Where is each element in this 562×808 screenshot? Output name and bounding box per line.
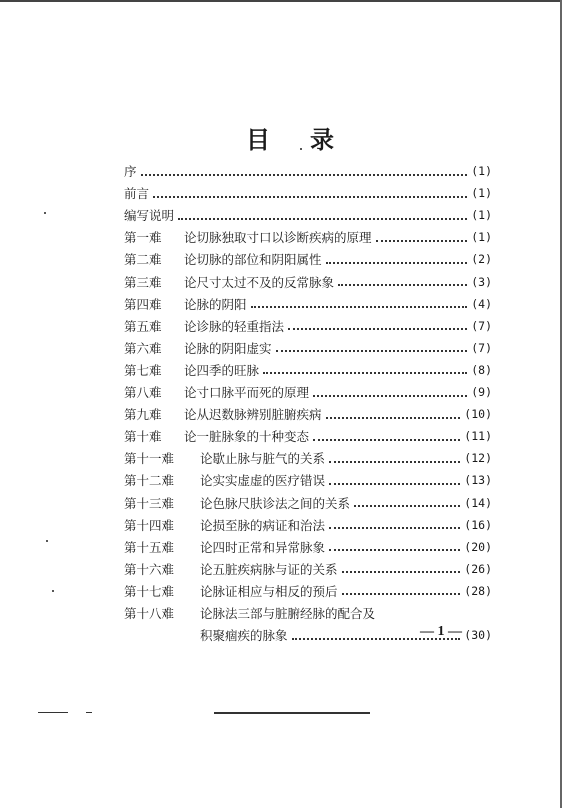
toc-entry-label: 论脉的阴阳	[184, 296, 247, 312]
scan-speck	[52, 590, 54, 592]
toc-entry-number: 第十五难	[124, 539, 175, 555]
toc-entry	[124, 226, 492, 248]
toc-entry-label: 论切脉独取寸口以诊断疾病的原理	[184, 230, 372, 246]
toc-entry-page: (8)	[471, 362, 492, 377]
leader-dots	[342, 592, 461, 595]
toc-entry-label: 论诊脉的轻重指法	[184, 318, 285, 334]
toc-entry	[124, 492, 492, 514]
toc-entry	[124, 204, 492, 226]
scan-speck	[44, 212, 46, 214]
leader-dots	[329, 482, 460, 485]
leader-dots	[338, 283, 467, 286]
toc-entry-number: 第十八难	[124, 606, 175, 621]
toc-entry-page: (13)	[464, 473, 492, 488]
toc-entry	[124, 602, 492, 624]
toc-entry-number: 第九难	[124, 407, 162, 423]
toc-entry-label: 论四时正常和异常脉象	[200, 539, 326, 555]
toc-entry-label: 论脉证相应与相反的预后	[200, 583, 338, 599]
toc-entry-label: 论脉的阴阳虚实	[184, 340, 272, 356]
toc-entry-label: 序	[124, 164, 137, 179]
scan-speck	[46, 540, 48, 542]
toc-entry-number: 第十七难	[124, 583, 175, 599]
toc-entry-page: (26)	[464, 561, 492, 576]
toc-entry-label: 论实实虚虚的医疗错误	[200, 473, 326, 489]
leader-dots	[276, 349, 468, 352]
leader-dots	[251, 305, 468, 308]
leader-dots	[141, 173, 468, 176]
scan-mark-rule	[86, 712, 92, 713]
toc-entry	[124, 536, 492, 558]
toc-entry-number: 第五难	[124, 318, 162, 334]
toc-entry-label: 论四季的旺脉	[184, 362, 260, 378]
toc-entry-page: (14)	[464, 495, 492, 510]
toc-entry-number: 第十二难	[124, 473, 175, 489]
leader-dots	[288, 327, 467, 330]
toc-entry-page: (20)	[464, 539, 492, 554]
toc-entry-page: (28)	[464, 583, 492, 598]
leader-dots	[329, 526, 460, 529]
toc-entry-label: 论歇止脉与脏气的关系	[200, 451, 326, 467]
toc-entry-label: 论脉法三部与脏腑经脉的配合及	[200, 606, 376, 621]
leader-dots	[153, 195, 467, 198]
toc-entry	[124, 403, 492, 425]
leader-dots	[342, 570, 461, 573]
toc-entry-number: 第三难	[124, 274, 162, 290]
toc-entry	[124, 293, 492, 315]
toc-entry-number: 第四难	[124, 296, 162, 312]
leader-dots	[376, 239, 468, 242]
title-char-2: 录	[310, 125, 336, 154]
toc-entry	[124, 337, 492, 359]
toc-entry-page: (4)	[471, 296, 492, 311]
toc-entry-number: 第一难	[124, 230, 162, 246]
toc-entry	[124, 182, 492, 204]
toc-entry-number: 第二难	[124, 252, 162, 268]
toc-entry-number: 第七难	[124, 362, 162, 378]
toc-entry-number: 第八难	[124, 385, 162, 400]
toc-entry-number: 第十一难	[124, 451, 175, 467]
toc-entry-label: 论寸口脉平而死的原理	[184, 385, 310, 400]
toc-entry	[124, 580, 492, 602]
toc-entry-page: (3)	[471, 274, 492, 289]
toc-entry	[124, 558, 492, 580]
toc-entry-label: 论色脉尺肤诊法之间的关系	[200, 495, 351, 511]
toc-entry-number: 第六难	[124, 340, 162, 356]
toc-entry	[124, 447, 492, 469]
toc-entry-page: (12)	[464, 451, 492, 466]
toc-entry-label: 论一脏脉象的十种变态	[184, 429, 310, 445]
toc-entry-label: 前言	[124, 186, 150, 202]
leader-dots	[263, 371, 467, 374]
toc-entry-page: (10)	[464, 407, 492, 422]
toc-entry-page: (30)	[464, 628, 492, 643]
toc-entry-page: (1)	[471, 186, 492, 201]
toc-entry	[124, 315, 492, 337]
leader-dots	[329, 460, 460, 463]
toc-entry-number: 第十三难	[124, 495, 175, 511]
leader-dots	[326, 261, 468, 264]
toc-entry	[124, 248, 492, 270]
toc-entry	[124, 160, 492, 182]
toc-entry-page: (2)	[471, 252, 492, 267]
toc-entry-label: 论尺寸太过不及的反常脉象	[184, 274, 335, 290]
toc-entry-page: (9)	[471, 385, 492, 399]
toc-entry-page: (1)	[471, 208, 492, 223]
leader-dots	[178, 217, 467, 220]
toc-entry-page: (11)	[464, 429, 492, 444]
toc-entry-page: (1)	[471, 230, 492, 245]
scan-mark-rule	[38, 712, 68, 713]
leader-dots	[326, 416, 461, 419]
toc-entry-label: 积聚痼疾的脉象	[200, 628, 288, 644]
leader-dots	[313, 438, 460, 441]
toc-entry-label: 论切脉的部位和阴阳属性	[184, 252, 322, 268]
scan-speck	[300, 148, 302, 150]
toc-entry-page: (16)	[464, 517, 492, 532]
toc-entry	[124, 381, 492, 403]
leader-dots	[313, 394, 467, 397]
scan-edge-top	[0, 0, 562, 2]
page-number: — 1 —	[420, 624, 462, 639]
toc-entry-number: 第十六难	[124, 561, 175, 577]
toc-entry	[124, 359, 492, 381]
toc-entry-label: 论损至脉的病证和治法	[200, 517, 326, 533]
toc-entry	[124, 425, 492, 447]
toc-entry-number: 第十难	[124, 429, 162, 445]
leader-dots	[354, 504, 460, 507]
toc-entry-label: 论五脏疾病脉与证的关系	[200, 561, 338, 577]
toc-entry	[124, 469, 492, 491]
page-title	[246, 120, 336, 155]
toc-entry	[124, 514, 492, 536]
toc-entry-page: (7)	[471, 340, 492, 355]
toc-entry-label: 编写说明	[124, 208, 175, 224]
toc-entry-number: 第十四难	[124, 517, 175, 533]
scan-mark-rule	[214, 712, 370, 714]
toc-entry-label: 论从迟数脉辨别脏腑疾病	[184, 407, 322, 423]
leader-dots	[329, 548, 460, 551]
toc-entry-page: (7)	[471, 318, 492, 333]
toc-entry-page: (1)	[471, 164, 492, 178]
toc-entry	[124, 271, 492, 293]
title-char-1: 目	[246, 125, 272, 154]
